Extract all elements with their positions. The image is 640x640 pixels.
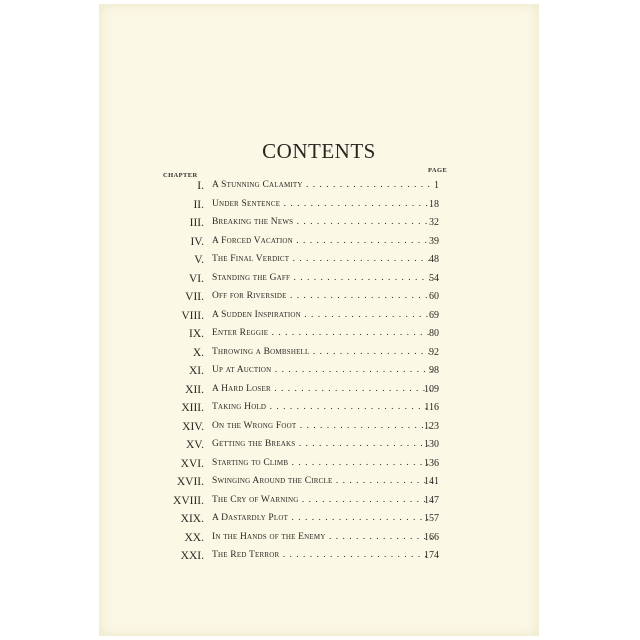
page-number: 136: [424, 457, 439, 469]
chapter-number: III.: [189, 217, 204, 229]
chapter-number: VI.: [188, 272, 204, 285]
toc-entry: [99, 418, 539, 437]
chapter-title: A Stunning Calamity . . .: [212, 180, 432, 190]
page-number: 1: [434, 180, 439, 191]
page-number: 60: [429, 291, 439, 302]
toc-entry: [99, 177, 539, 196]
chapter-title: Off for Riverside . . .: [212, 291, 432, 301]
chapter-number: XII.: [185, 383, 204, 396]
page-number: 98: [429, 365, 439, 376]
chapter-number: X.: [192, 346, 204, 359]
chapter-title: Throwing a Bombshell . . .: [212, 347, 432, 357]
toc-entry: [99, 362, 539, 381]
toc-entry: [99, 492, 539, 511]
chapter-number: IV.: [190, 235, 204, 248]
chapter-number: XIV.: [182, 420, 204, 433]
toc-entry: [99, 251, 539, 270]
toc-entry: [99, 307, 539, 326]
toc-list: [99, 177, 539, 566]
chapter-number: XX.: [184, 531, 204, 544]
page-number: 69: [429, 309, 439, 321]
toc-entry: [99, 510, 539, 529]
chapter-title: In the Hands of the Enemy . . .: [212, 532, 432, 542]
page-column-label: PAGE: [428, 167, 448, 174]
page-number: 116: [424, 402, 439, 413]
page-number: 147: [424, 494, 439, 506]
chapter-title: Getting the Breaks . . .: [212, 439, 432, 449]
page-number: 39: [429, 235, 439, 247]
chapter-title: Starting to Climb . . .: [212, 458, 432, 468]
chapter-title: Taking Hold . . .: [212, 402, 432, 412]
page-number: 92: [429, 346, 439, 358]
chapter-number: XV.: [185, 439, 204, 451]
chapter-number: II.: [193, 198, 204, 211]
toc-entry: [99, 233, 539, 252]
chapter-title: Breaking the News . . .: [212, 217, 432, 227]
toc-entry: [99, 399, 539, 418]
chapter-number: I.: [197, 180, 204, 192]
chapter-number: IX.: [188, 328, 204, 340]
page-number: 157: [424, 513, 439, 524]
chapter-title: The Cry of Warning . . .: [212, 495, 432, 505]
chapter-number: XXI.: [180, 550, 204, 562]
page-number: 141: [424, 476, 439, 487]
chapter-number: XVII.: [176, 476, 204, 488]
page-number: 80: [429, 328, 439, 339]
toc-entry: [99, 547, 539, 566]
chapter-title: A Dastardly Plot . . .: [212, 513, 432, 523]
page-number: 48: [429, 254, 439, 265]
page-number: 54: [429, 272, 439, 284]
toc-entry: [99, 270, 539, 289]
book-page: [99, 4, 539, 636]
chapter-number: XI.: [188, 365, 204, 377]
chapter-title: Enter Reggie . . .: [212, 328, 432, 338]
chapter-column-label: CHAPTER: [163, 172, 198, 179]
chapter-number: XIX.: [180, 513, 204, 525]
chapter-number: VII.: [185, 291, 204, 303]
page-number: 109: [424, 383, 439, 395]
chapter-number: VIII.: [181, 309, 204, 322]
chapter-title: A Forced Vacation . . .: [212, 236, 432, 246]
page-number: 174: [424, 550, 439, 561]
chapter-number: XIII.: [181, 402, 204, 414]
chapter-title: The Red Terror . . .: [212, 550, 432, 560]
chapter-title: A Hard Loser . . .: [212, 384, 432, 394]
toc-entry: [99, 344, 539, 363]
chapter-title: Under Sentence . . .: [212, 199, 432, 209]
page-number: 123: [424, 420, 439, 432]
toc-entry: [99, 473, 539, 492]
toc-entry: [99, 196, 539, 215]
chapter-number: XVI.: [180, 457, 204, 470]
toc-entry: [99, 455, 539, 474]
chapter-title: A Sudden Inspiration . . .: [212, 310, 432, 320]
page-number: 166: [424, 531, 439, 543]
chapter-number: XVIII.: [173, 494, 204, 507]
page-number: 130: [424, 439, 439, 450]
chapter-number: V.: [194, 254, 204, 266]
toc-entry: [99, 381, 539, 400]
toc-entry: [99, 288, 539, 307]
chapter-title: The Final Verdict . . .: [212, 254, 432, 264]
chapter-title: Up at Auction . . .: [212, 365, 432, 375]
chapter-title: On the Wrong Foot . . .: [212, 421, 432, 431]
toc-entry: [99, 436, 539, 455]
chapter-title: Standing the Gaff . . .: [212, 273, 432, 283]
chapter-title: Swinging Around the Circle . . .: [212, 476, 432, 486]
toc-entry: [99, 325, 539, 344]
toc-entry: [99, 529, 539, 548]
page-number: 18: [429, 198, 439, 210]
page-number: 32: [429, 217, 439, 228]
page-title: CONTENTS: [262, 139, 376, 163]
toc-entry: [99, 214, 539, 233]
